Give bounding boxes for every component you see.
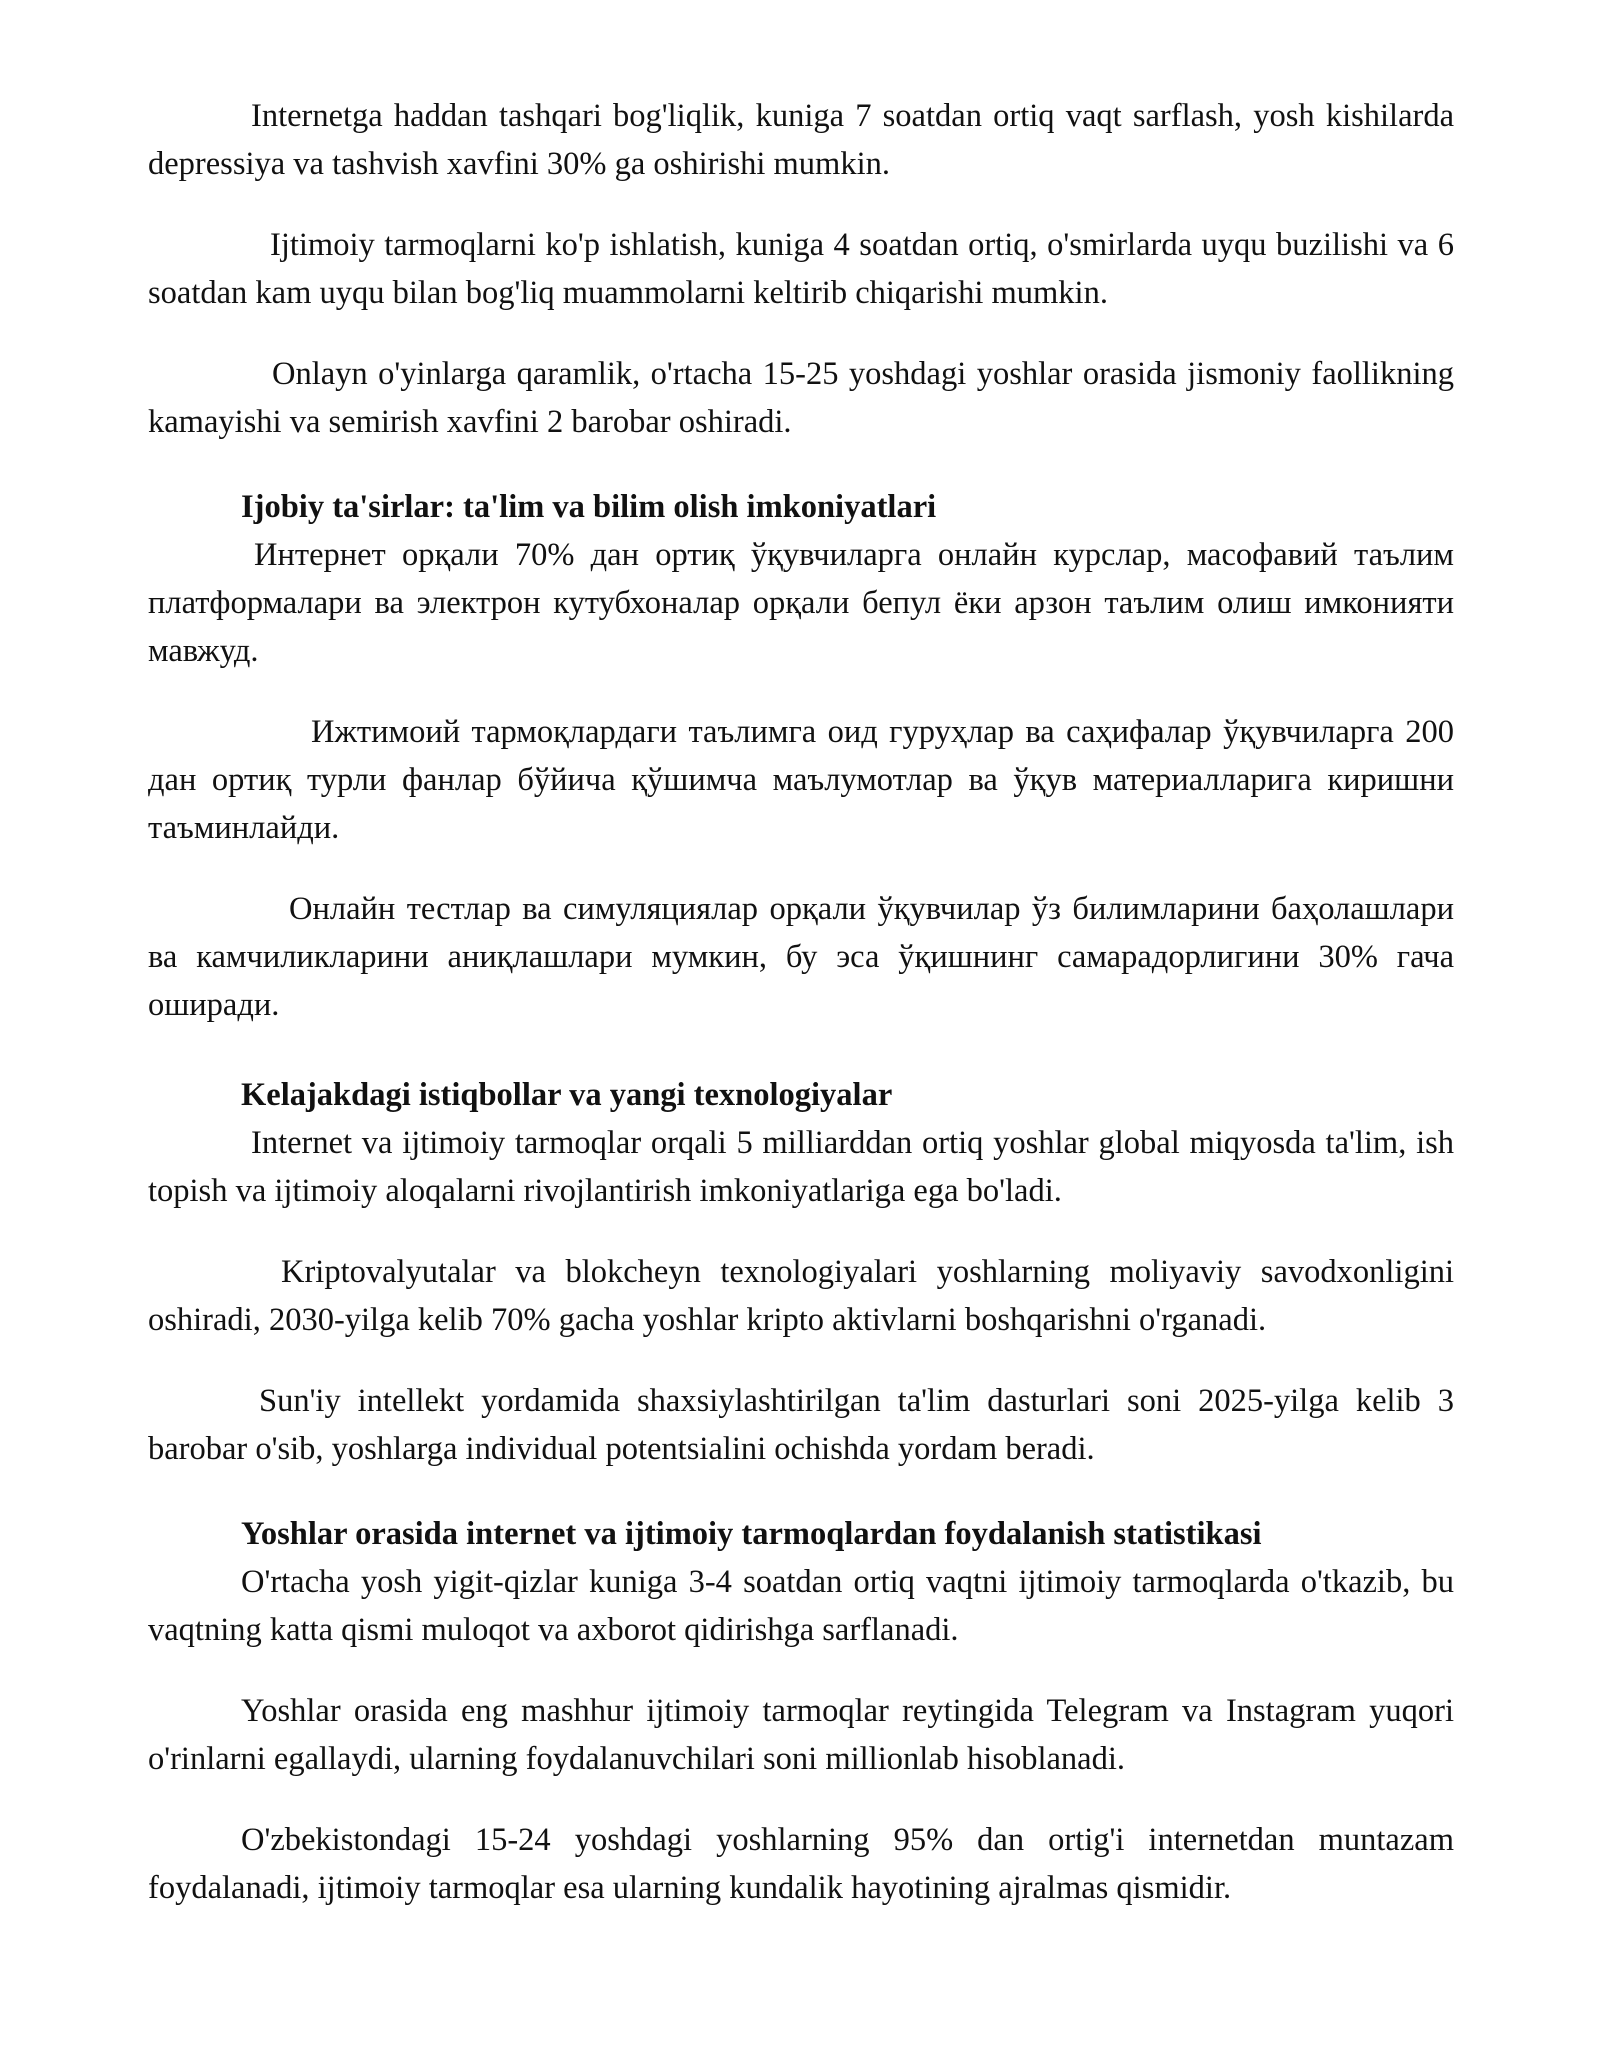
- section-heading: Yoshlar orasida internet va ijtimoiy tarmoqlardan foydalanish statistikasi: [241, 1516, 1262, 1552]
- section-future-prospects: [148, 1071, 1454, 1473]
- paragraph-crypto-blockchain: Kriptovalyutalar va blokcheyn texnologiyalari yoshlarning moliyaviy savodxonligini oshiradi, 2030-yilga kelib 70% gacha yoshlar kripto aktivlarni boshqarishni o'rganadi.: [148, 1254, 1454, 1338]
- paragraph-online-tests: Онлайн тестлар ва симуляциялар орқали ўқувчилар ўз билимларини баҳолашлари ва камчиликларини аниқлашлари мумкин, бу эса ўқишнинг самарадорлигини 30% гача оширади.: [148, 891, 1454, 1023]
- paragraph-global-opportunities: Internet va ijtimoiy tarmoqlar orqali 5 milliarddan ortiq yoshlar global miqyosda ta'lim, ish topish va ijtimoiy aloqalarni rivojlantirish imkoniyatlariga ega bo'ladi.: [148, 1125, 1454, 1209]
- paragraph-educational-groups: Ижтимоий тармоқлардаги таълимга оид гуруҳлар ва саҳифалар ўқувчиларга 200 дан ортиқ турли фанлар бўйича қўшимча маълумотлар ва ўқув материалларига киришни таъминлайди.: [148, 714, 1454, 846]
- section-positive-effects: [148, 483, 1454, 1029]
- paragraph-internet-dependence: Internetga haddan tashqari bog'liqlik, kuniga 7 soatdan ortiq vaqt sarflash, yosh kishilarda depressiya va tashvish xavfini 30% ga oshirishi mumkin.: [148, 98, 1454, 182]
- paragraph-online-games: Onlayn o'yinlarga qaramlik, o'rtacha 15-25 yoshdagi yoshlar orasida jismoniy faollikning kamayishi va semirish xavfini 2 barobar oshiradi.: [148, 356, 1454, 440]
- section-usage-statistics: [148, 1510, 1454, 1912]
- document-page: [148, 92, 1454, 1945]
- paragraph-popular-networks: Yoshlar orasida eng mashhur ijtimoiy tarmoqlar reytingida Telegram va Instagram yuqori o'rinlarni egallaydi, ularning foydalanuvchilari soni millionlab hisoblanadi.: [148, 1693, 1454, 1777]
- paragraph-ai-education: Sun'iy intellekt yordamida shaxsiylashtirilgan ta'lim dasturlari soni 2025-yilga kelib 3 barobar o'sib, yoshlarga individual potentsialini ochishda yordam beradi.: [148, 1383, 1454, 1467]
- section-heading: Kelajakdagi istiqbollar va yangi texnologiyalar: [241, 1077, 893, 1113]
- paragraph-daily-usage: O'rtacha yosh yigit-qizlar kuniga 3-4 soatdan ortiq vaqtni ijtimoiy tarmoqlarda o'tkazib, bu vaqtning katta qismi muloqot va axborot qidirishga sarflanadi.: [148, 1564, 1454, 1648]
- paragraph-social-media-sleep: Ijtimoiy tarmoqlarni ko'p ishlatish, kuniga 4 soatdan ortiq, o'smirlarda uyqu buzilishi va 6 soatdan kam uyqu bilan bog'liq muammolarni keltirib chiqarishi mumkin.: [148, 227, 1454, 311]
- paragraph-uzbekistan-stats: O'zbekistondagi 15-24 yoshdagi yoshlarning 95% dan ortig'i internetdan muntazam foydalanadi, ijtimoiy tarmoqlar esa ularning kundalik hayotining ajralmas qismidir.: [148, 1822, 1454, 1906]
- paragraph-online-courses: Интернет орқали 70% дан ортиқ ўқувчиларга онлайн курслар, масофавий таълим платформалари ва электрон кутубхоналар орқали бепул ёки арзон таълим олиш имконияти мавжуд.: [148, 537, 1454, 669]
- section-heading: Ijobiy ta'sirlar: ta'lim va bilim olish imkoniyatlari: [241, 489, 937, 525]
